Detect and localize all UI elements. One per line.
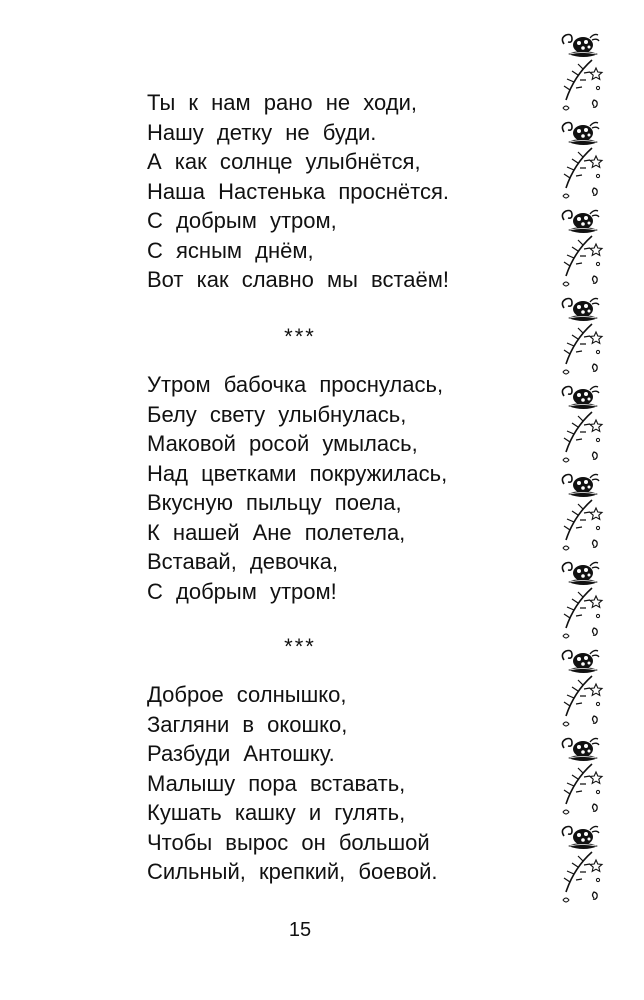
poem-line: Сильный, крепкий, боевой. <box>147 859 438 884</box>
poem-3 <box>147 680 527 887</box>
poem-line: Наша Настенька проснётся. <box>147 178 449 204</box>
ladybug-feather-icon <box>556 294 608 382</box>
ladybug-feather-icon <box>556 470 608 558</box>
poem-line: Нашу детку не буди. <box>147 119 377 145</box>
ladybug-feather-icon <box>556 822 608 910</box>
ladybug-feather-icon <box>556 558 608 646</box>
stanza-separator: *** <box>284 324 316 349</box>
poem-line: Над цветками покружилась, <box>147 460 448 486</box>
poem-line: Вкусную пыльцу поела, <box>147 490 402 515</box>
poem-line: Ты к нам рано не ходи, <box>147 90 417 115</box>
poem-line: Маковой росой умылась, <box>147 431 418 456</box>
ladybug-feather-icon <box>556 206 608 294</box>
page-number: 15 <box>288 919 312 941</box>
poem-line: С добрым утром! <box>147 578 337 604</box>
poem-line: Вот как славно мы встаём! <box>147 267 449 292</box>
poem-line: Загляни в окошко, <box>147 711 348 737</box>
poem-line: С ясным днём, <box>147 237 314 263</box>
poem-line: Вставай, девочка, <box>147 549 339 574</box>
stanza-separator: *** <box>284 634 316 659</box>
poem-line: Чтобы вырос он большой <box>147 829 430 855</box>
ladybug-feather-icon <box>556 734 608 822</box>
poem-2 <box>147 370 527 606</box>
poem-line: А как солнце улыбнётся, <box>147 149 421 174</box>
poem-line: Кушать кашку и гулять, <box>147 800 406 825</box>
decorative-border <box>556 30 608 945</box>
poem-line: Утром бабочка проснулась, <box>147 372 444 397</box>
poem-line: Разбуди Антошку. <box>147 741 335 766</box>
poem-line: Белу свету улыбнулась, <box>147 401 407 427</box>
poem-line: К нашей Ане полетела, <box>147 519 406 545</box>
ladybug-feather-icon <box>556 646 608 734</box>
ladybug-feather-icon <box>556 382 608 470</box>
ladybug-feather-icon <box>556 30 608 118</box>
poem-line: Малышу пора вставать, <box>147 770 406 796</box>
poem-line: С добрым утром, <box>147 208 337 233</box>
ladybug-feather-icon <box>556 118 608 206</box>
poem-1 <box>147 88 527 295</box>
poem-line: Доброе солнышко, <box>147 682 347 707</box>
